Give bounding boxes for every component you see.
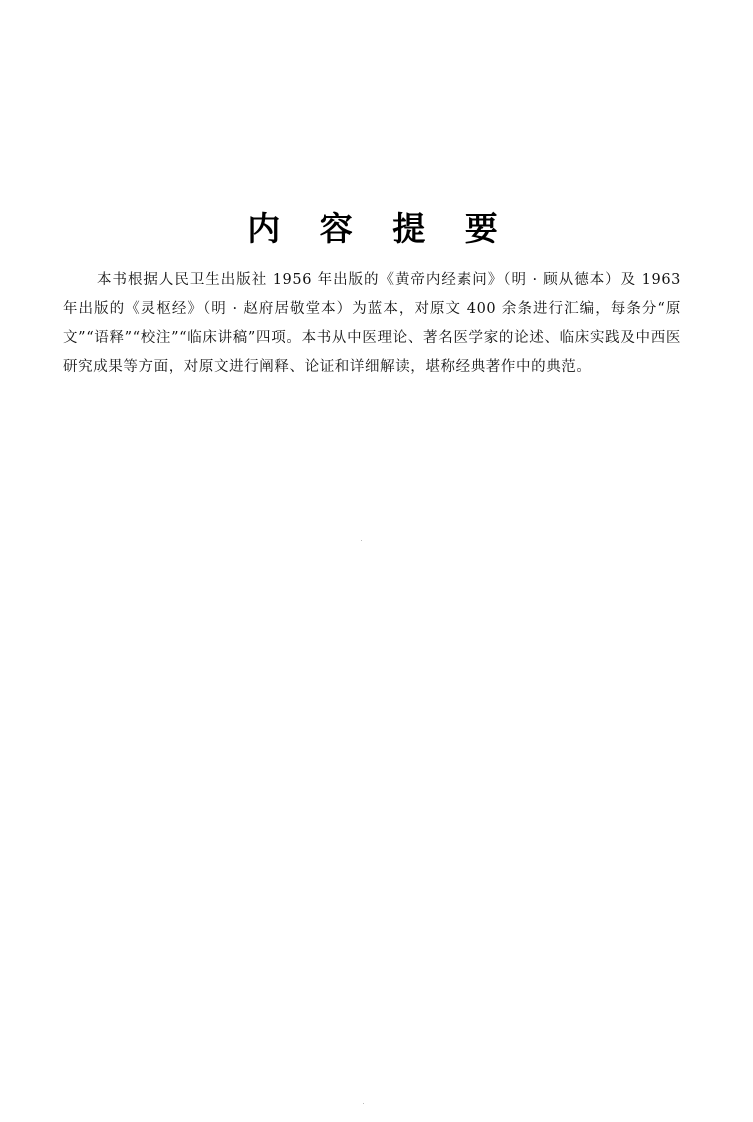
scan-speck	[363, 1103, 364, 1104]
summary-paragraph: 本书根据人民卫生出版社 1956 年出版的《黄帝内经素问》（明 · 顾从德本）及 1963 年出版的《灵枢经》（明 · 赵府居敬堂本）为蓝本，对原文 400 余条进行汇编，每条分“原文”“语释”“校注”“临床讲稿”四项。本书从中医理论、著名医学家的论述、临床实践及中西医研究成果等方面，对原文进行阐释、论证和详细解读，堪称经典著作中的典范。	[63, 272, 681, 375]
page-title: 内 容 提 要	[247, 209, 512, 248]
scan-speck	[361, 540, 362, 541]
